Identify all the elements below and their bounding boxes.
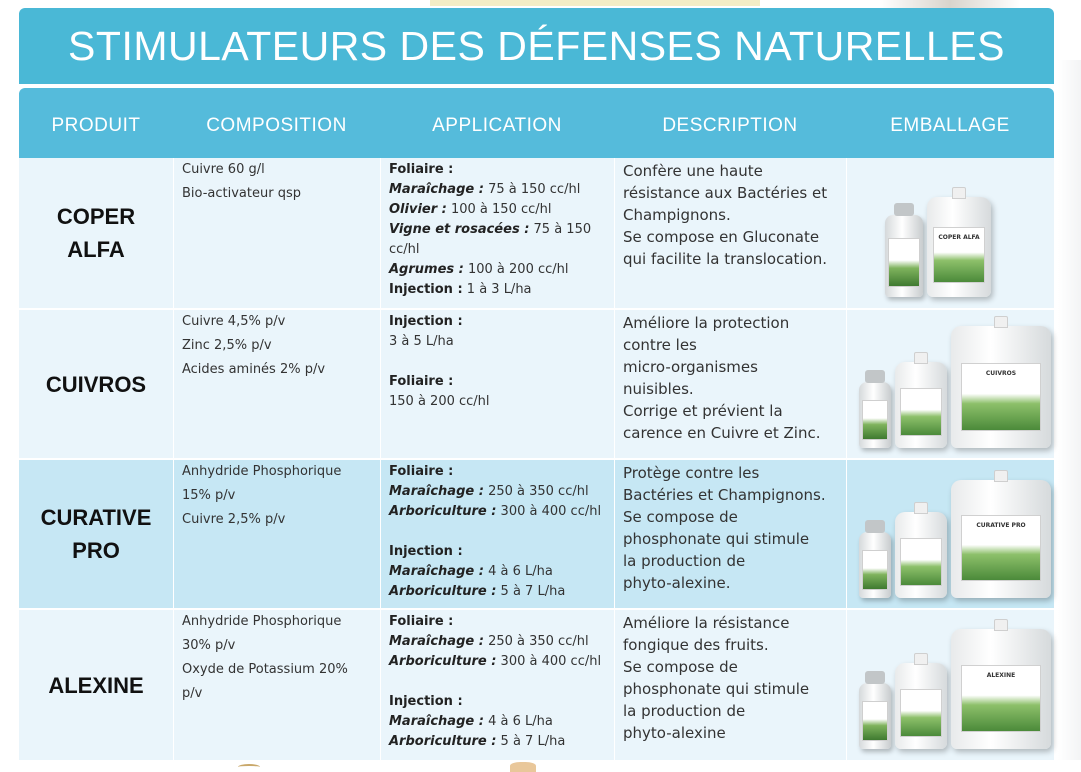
- application-cell: [380, 610, 614, 760]
- composition-line: Cuivre 4,5% p/v: [182, 314, 286, 329]
- product-packshot: [855, 314, 1046, 454]
- bottle-icon: [859, 382, 891, 448]
- header-emballage: EMBALLAGE: [890, 115, 1010, 136]
- product-name: ALEXINE: [48, 672, 144, 698]
- application-line: Injection : 1 à 3 L/ha: [389, 282, 532, 297]
- application-line: Foliaire :: [389, 614, 454, 629]
- application-line: Injection :: [389, 694, 463, 709]
- composition-cell: [173, 158, 380, 308]
- table-header: [19, 88, 1054, 164]
- header-produit: PRODUIT: [51, 115, 141, 136]
- composition-line: p/v: [182, 686, 203, 701]
- page-title: STIMULATEURS DES DÉFENSES NATURELLES: [68, 22, 1005, 69]
- product-packshot: [855, 464, 1046, 604]
- application-line: Maraîchage : 4 à 6 L/ha: [389, 564, 553, 579]
- description-cell: Protège contre les Bactéries et Champignons. Se compose de phosphonate qui stimule la production de phyto-alexine.: [614, 460, 846, 608]
- application-line: Foliaire :: [389, 374, 454, 389]
- composition-cell: [173, 610, 380, 760]
- product-packshot: [855, 615, 1046, 755]
- large-canister-icon: CUIVROS: [951, 326, 1051, 448]
- application-line: 150 à 200 cc/hl: [389, 394, 490, 409]
- packaging-image: [846, 158, 1054, 308]
- product-name: CUIVROS: [45, 371, 147, 397]
- composition-line: Acides aminés 2% p/v: [182, 362, 326, 377]
- application-line: Maraîchage : 250 à 350 cc/hl: [389, 484, 589, 499]
- packaging-image: [846, 460, 1054, 608]
- description-cell: Améliore la protection contre les micro-organismes nuisibles. Corrige et prévient la carence en Cuivre et Zinc.: [614, 310, 846, 458]
- product-table-card: [19, 8, 1054, 760]
- header-application: APPLICATION: [432, 115, 562, 136]
- composition-line: 15% p/v: [182, 488, 236, 503]
- description-cell: Confère une haute résistance aux Bactéries et Champignons. Se compose en Gluconate qui facilite la translocation.: [614, 158, 846, 308]
- header-composition: COMPOSITION: [206, 115, 347, 136]
- decorative-shape-icon: [510, 762, 536, 772]
- application-line: Olivier : 100 à 150 cc/hl: [389, 202, 552, 217]
- bottom-decoration: [0, 760, 1081, 772]
- table-row: [19, 158, 1054, 308]
- application-line: Foliaire :: [389, 464, 454, 479]
- composition-line: Anhydride Phosphorique: [182, 614, 342, 629]
- spacer: [389, 672, 606, 692]
- application-line: Injection :: [389, 314, 463, 329]
- bottle-icon: [885, 215, 923, 297]
- application-line: Foliaire :: [389, 162, 454, 177]
- composition-line: Bio-activateur qsp: [182, 186, 301, 201]
- application-line: Maraîchage : 75 à 150 cc/hl: [389, 182, 581, 197]
- application-line: 3 à 5 L/ha: [389, 334, 454, 349]
- canister-icon: [895, 512, 947, 598]
- composition-cell: [173, 460, 380, 608]
- composition-line: Anhydride Phosphorique: [182, 464, 342, 479]
- composition-line: Oxyde de Potassium 20%: [182, 662, 348, 677]
- page-edge: [1058, 60, 1081, 760]
- application-line: Maraîchage : 250 à 350 cc/hl: [389, 634, 589, 649]
- spacer: [389, 522, 606, 542]
- table-row: [19, 610, 1054, 760]
- canister-icon: COPER ALFA: [927, 197, 991, 297]
- large-canister-icon: ALEXINE: [951, 629, 1051, 749]
- decorative-leaf-icon: [238, 764, 260, 770]
- title-bar: [19, 8, 1054, 84]
- product-name: CURATIVE PRO: [40, 505, 152, 563]
- canister-icon: [895, 663, 947, 749]
- decorative-band: [430, 0, 760, 6]
- header-description: DESCRIPTION: [662, 115, 798, 136]
- application-line: Arboriculture : 300 à 400 cc/hl: [389, 654, 602, 669]
- application-line: Arboriculture : 300 à 400 cc/hl: [389, 504, 602, 519]
- spacer: [389, 352, 606, 372]
- composition-line: Cuivre 2,5% p/v: [182, 512, 286, 527]
- table-row: [19, 460, 1054, 608]
- product-packshot: [855, 163, 1046, 303]
- application-line: Injection :: [389, 544, 463, 559]
- large-canister-icon: CURATIVE PRO: [951, 480, 1051, 598]
- table-row: [19, 310, 1054, 458]
- application-cell: [380, 158, 614, 308]
- application-line: Vigne et rosacées : 75 à 150 cc/hl: [389, 222, 592, 257]
- packaging-image: [846, 610, 1054, 760]
- application-line: Maraîchage : 4 à 6 L/ha: [389, 714, 553, 729]
- composition-cell: [173, 310, 380, 458]
- description-cell: Améliore la résistance fongique des fruits. Se compose de phosphonate qui stimule la production de phyto-alexine: [614, 610, 846, 760]
- top-strip: [0, 0, 1081, 8]
- canister-icon: [895, 362, 947, 448]
- bottle-icon: [859, 683, 891, 749]
- application-cell: [380, 460, 614, 608]
- composition-line: Zinc 2,5% p/v: [182, 338, 272, 353]
- bottle-icon: [859, 532, 891, 598]
- composition-line: 30% p/v: [182, 638, 236, 653]
- composition-line: Cuivre 60 g/l: [182, 162, 265, 177]
- application-line: Arboriculture : 5 à 7 L/ha: [389, 584, 566, 599]
- application-line: Agrumes : 100 à 200 cc/hl: [389, 262, 569, 277]
- decorative-shadow: [880, 0, 1020, 8]
- application-line: Arboriculture : 5 à 7 L/ha: [389, 734, 566, 749]
- product-name: COPER ALFA: [56, 204, 136, 262]
- application-cell: [380, 310, 614, 458]
- packaging-image: [846, 310, 1054, 458]
